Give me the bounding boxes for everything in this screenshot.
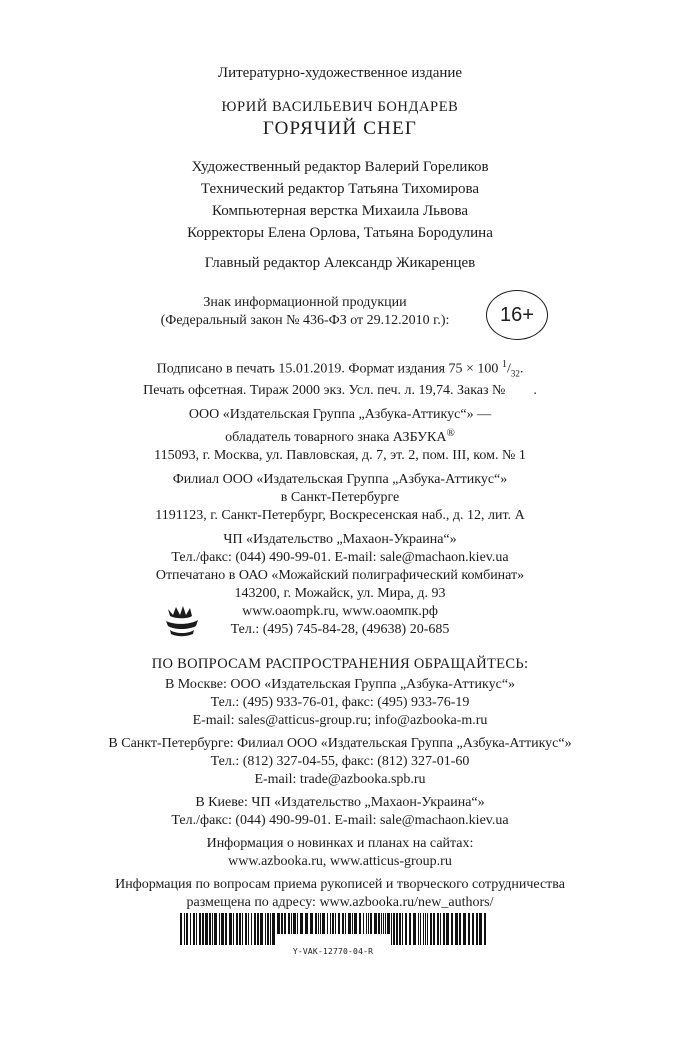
spb-email: E-mail: trade@azbooka.spb.ru xyxy=(254,772,426,787)
format-denominator: 32 xyxy=(510,368,520,379)
authors-address: размещена по адресу: www.azbooka.ru/new_authors/ xyxy=(186,895,494,910)
printer-section xyxy=(0,567,680,639)
art-editor: Художественный редактор Валерий Гореликов xyxy=(191,159,489,175)
branch-address: 1191123, г. Санкт-Петербург, Воскресенская наб., д. 12, лит. А xyxy=(155,508,525,523)
header-section xyxy=(0,62,680,141)
moscow-email: E-mail: sales@atticus-group.ru; info@azbooka-m.ru xyxy=(192,713,488,728)
branch-line1: Филиал ООО «Издательская Группа „Азбука-Аттикус“» xyxy=(172,472,508,487)
print-info-line2-text: Печать офсетная. Тираж 2000 экз. Усл. печ. л. 19,74. Заказ № xyxy=(143,383,506,399)
publisher-address: 115093, г. Москва, ул. Павловская, д. 7, эт. 2, пом. III, ком. № 1 xyxy=(154,448,526,463)
registered-mark: ® xyxy=(446,427,455,439)
branch-line2: в Санкт-Петербурге xyxy=(280,490,400,505)
publisher-trademark: обладатель товарного знака АЗБУКА xyxy=(225,430,447,445)
print-info-line1: Подписано в печать 15.01.2019. Формат издания 75 × 100 $^1/_{32}$. xyxy=(156,359,524,379)
barcode-code: Y-VAK-12770-04-R xyxy=(292,947,374,956)
age-rating-section xyxy=(0,290,680,340)
print-info-line1-text: Подписано в печать 15.01.2019. Формат издания 75 × 100 xyxy=(156,361,499,377)
publisher-line2 xyxy=(0,424,680,447)
age-rating-label-line2: (Федеральный закон № 436-ФЗ от 29.12.2010 г.): xyxy=(160,313,450,328)
chief-editor: Главный редактор Александр Жикаренцев xyxy=(204,255,476,271)
printer-address: 143200, г. Можайск, ул. Мира, д. 93 xyxy=(234,586,446,601)
spb-phones: Тел.: (812) 327-04-55, факс: (812) 327-01-60 xyxy=(210,754,470,769)
ukraine-publisher: ЧП «Издательство „Махаон-Украина“» xyxy=(223,532,457,547)
barcode-icon xyxy=(180,913,490,945)
age-rating-badge: 16+ xyxy=(486,290,548,340)
print-info-line2: Печать офсетная. Тираж 2000 экз. Усл. печ. л. 19,74. Заказ № . xyxy=(143,383,537,399)
edition-type: Литературно-художественное издание xyxy=(217,65,463,81)
kiev-line1: В Киеве: ЧП «Издательство „Махаон-Украина“» xyxy=(195,795,485,810)
news-websites: www.azbooka.ru, www.atticus-group.ru xyxy=(228,854,452,869)
distribution-heading: ПО ВОПРОСАМ РАСПРОСТРАНЕНИЯ ОБРАЩАЙТЕСЬ: xyxy=(151,656,529,672)
staff-section xyxy=(0,156,680,274)
age-rating-label-line1: Знак информационной продукции xyxy=(203,295,407,310)
moscow-line1: В Москве: ООО «Издательская Группа „Азбука-Аттикус“» xyxy=(164,677,516,692)
book-title: ГОРЯЧИЙ СНЕГ xyxy=(262,118,418,139)
publisher-section xyxy=(0,406,680,567)
distribution-section xyxy=(0,655,680,912)
spb-line1: В Санкт-Петербурге: Филиал ООО «Издательская Группа „Азбука-Аттикус“» xyxy=(108,736,572,751)
mozhaisk-printing-logo-icon xyxy=(164,603,200,637)
printer-line1: Отпечатано в ОАО «Можайский полиграфический комбинат» xyxy=(155,568,525,583)
publisher-line1: ООО «Издательская Группа „Азбука-Аттикус“» — xyxy=(188,407,492,422)
proofreaders: Корректоры Елена Орлова, Татьяна Бородулина xyxy=(187,225,493,241)
kiev-contacts: Тел./факс: (044) 490-99-01. E-mail: sale@machaon.kiev.ua xyxy=(171,813,509,828)
book-author: ЮРИЙ ВАСИЛЬЕВИЧ БОНДАРЕВ xyxy=(221,99,459,115)
tech-editor: Технический редактор Татьяна Тихомирова xyxy=(200,181,480,197)
moscow-phones: Тел.: (495) 933-76-01, факс: (495) 933-76-19 xyxy=(210,695,470,710)
age-rating-label xyxy=(130,294,480,330)
authors-info: Информация по вопросам приема рукописей и творческого сотрудничества xyxy=(115,877,565,892)
ukraine-contacts: Тел./факс: (044) 490-99-01. E-mail: sale@machaon.kiev.ua xyxy=(171,550,509,565)
printer-websites: www.oaompk.ru, www.оаомпк.рф xyxy=(242,604,438,619)
news-info: Информация о новинках и планах на сайтах: xyxy=(206,836,474,851)
printer-phones: Тел.: (495) 745-84-28, (49638) 20-685 xyxy=(230,622,450,637)
layout-credit: Компьютерная верстка Михаила Львова xyxy=(211,203,468,219)
format-numerator: 1 xyxy=(501,359,507,370)
print-info-section xyxy=(0,356,680,400)
